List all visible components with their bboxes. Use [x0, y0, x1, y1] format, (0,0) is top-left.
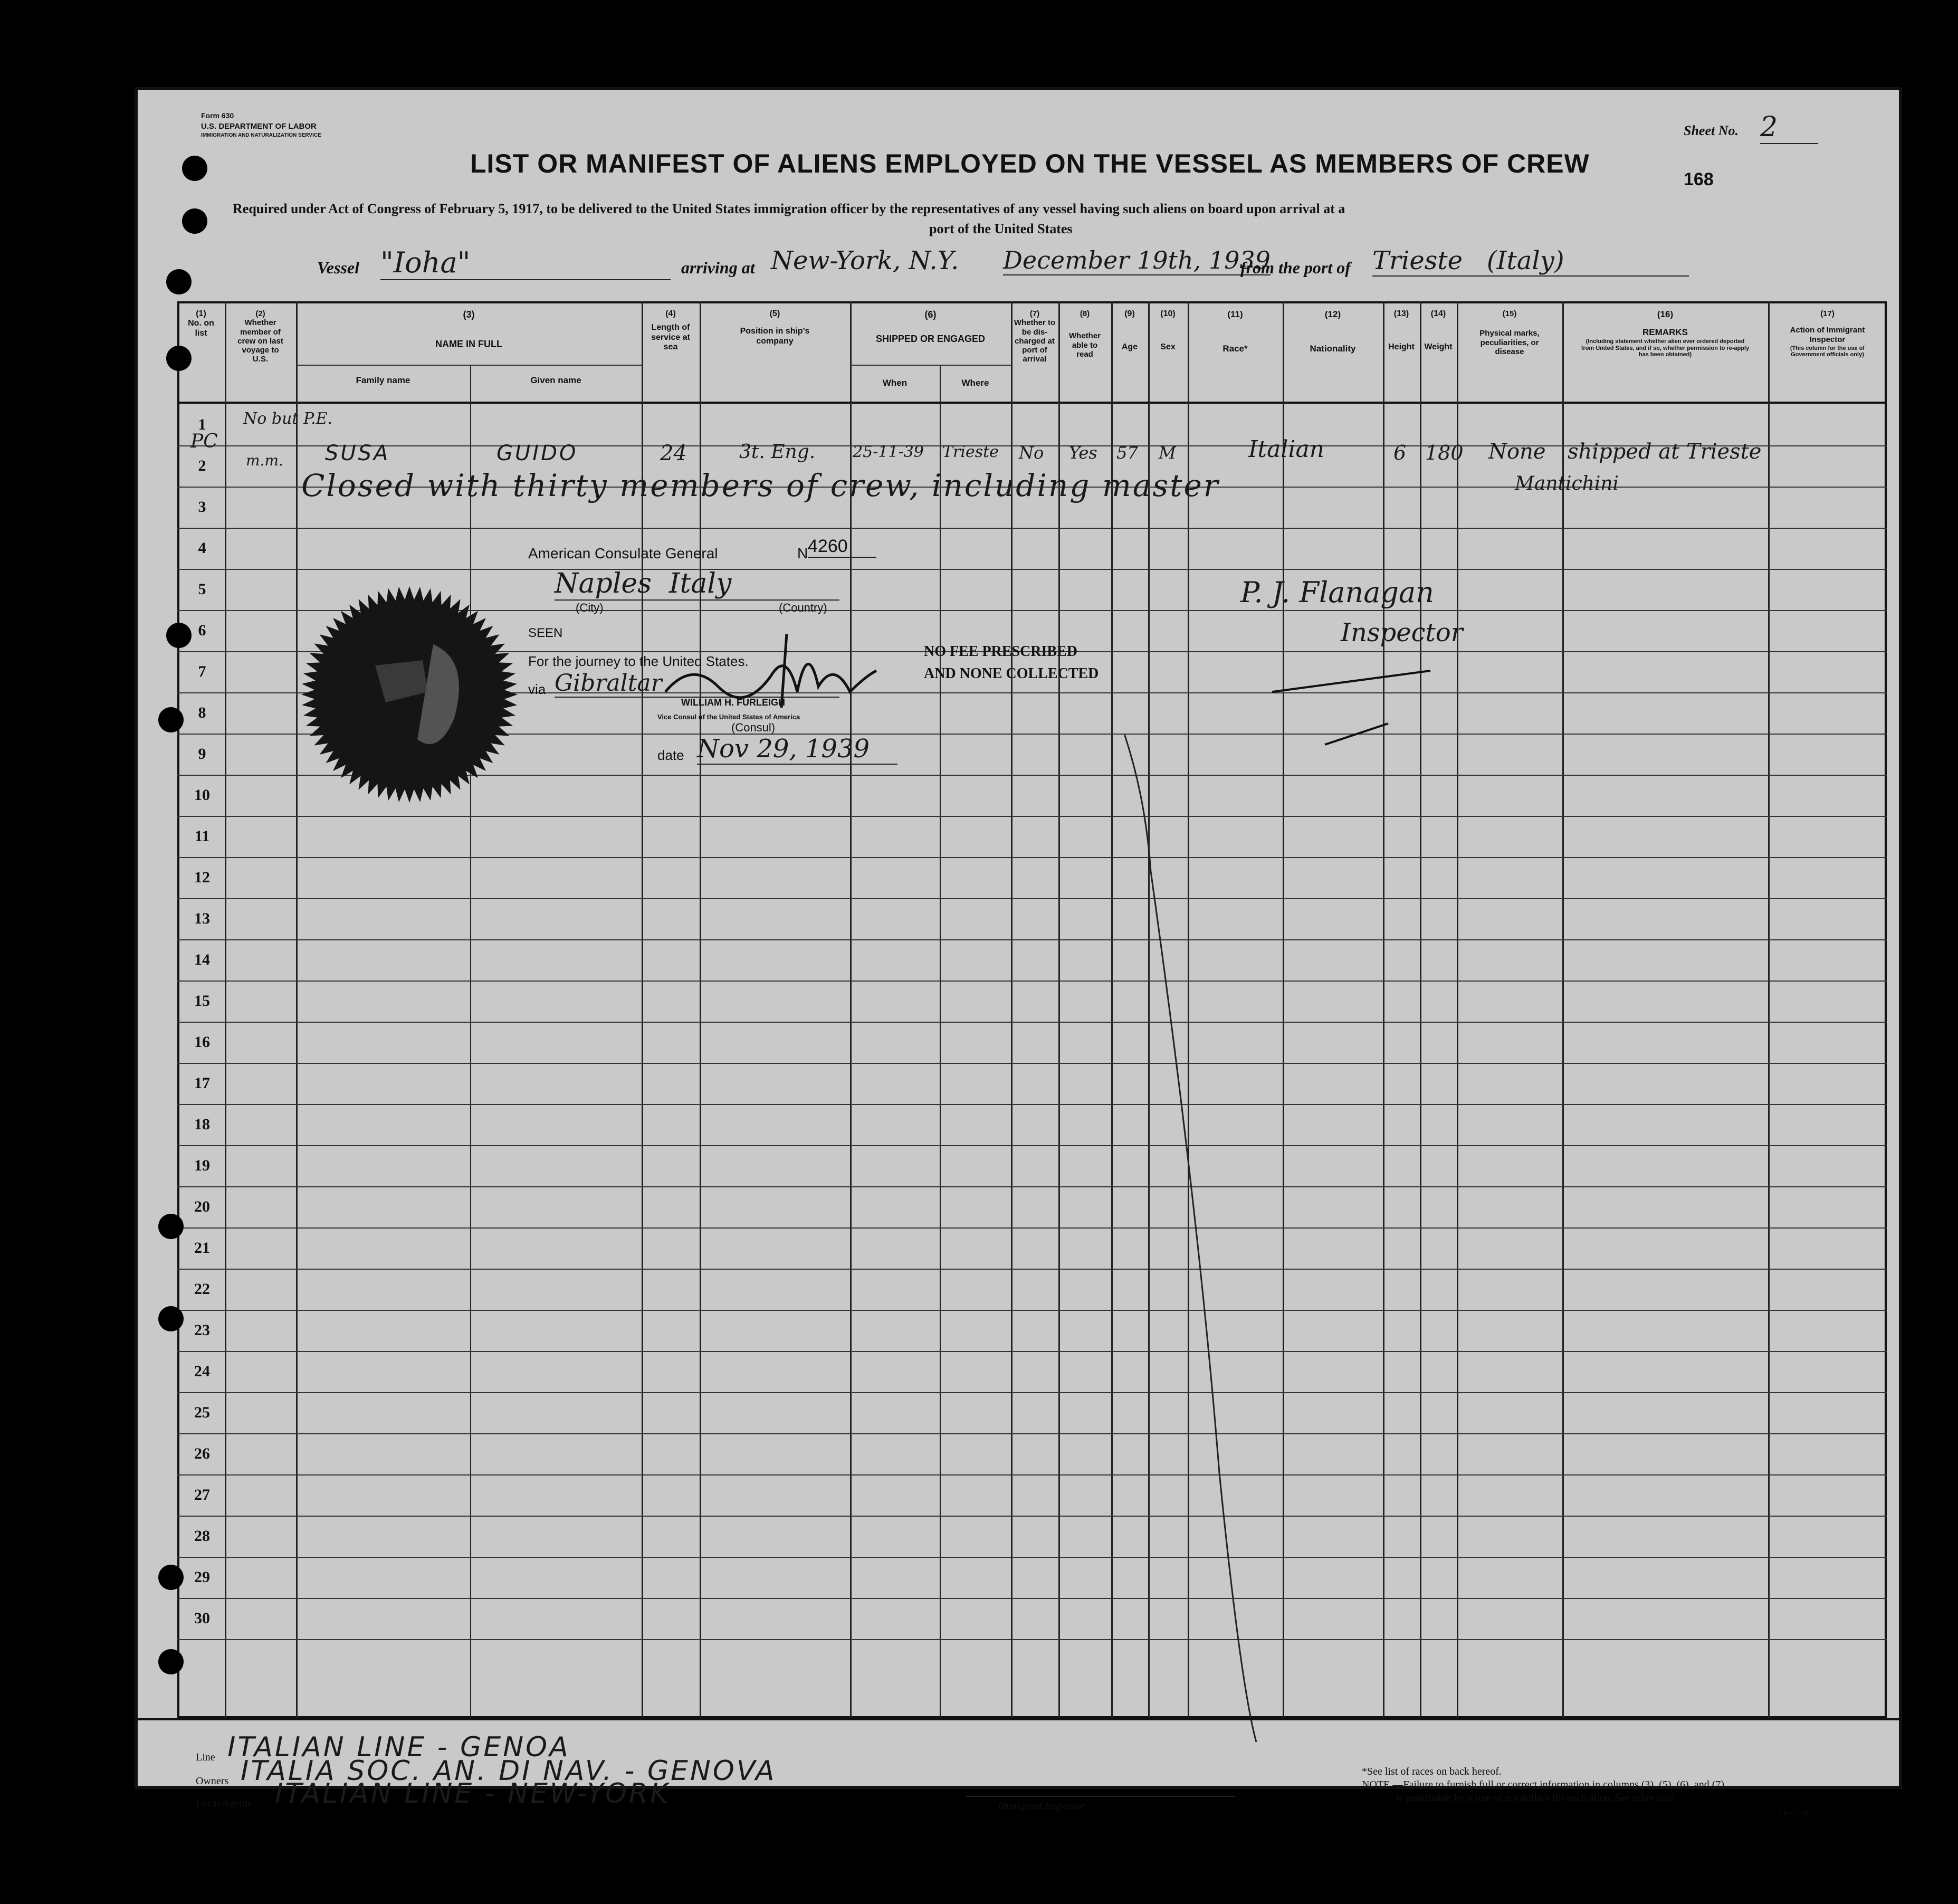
row-line: [177, 857, 1887, 858]
col-9-header: (9) Age: [1121, 309, 1138, 352]
punch-hole-icon: [158, 1565, 184, 1590]
consulate-n-label: N: [797, 545, 808, 561]
service-label: IMMIGRATION AND NATURALIZATION SERVICE: [201, 132, 321, 138]
row-line: [177, 1392, 1887, 1393]
punch-hole-icon: [166, 269, 192, 294]
entry-where: Trieste: [942, 443, 999, 461]
manifest-table: [177, 301, 1887, 1718]
footnote-note: NOTE.—Failure to furnish full or correct information in columns (3), (5), (6), and (7): [1362, 1779, 1725, 1791]
line-label: Line: [196, 1751, 215, 1763]
col-5-header: (5) Position in ship's company: [740, 309, 810, 346]
row-number: 28: [194, 1527, 210, 1545]
row-line: [177, 1351, 1887, 1352]
row-line: [177, 1269, 1887, 1270]
consul-title: Vice Consul of the United States of America: [657, 713, 800, 721]
row-line: [177, 1474, 1887, 1475]
entry-last-voyage: No but P.E.: [243, 410, 333, 428]
row-line: [177, 980, 1887, 982]
fee-line-1: NO FEE PRESCRIBED: [924, 643, 1077, 660]
entry-when: 25-11-39: [853, 443, 924, 461]
row-line: [177, 1104, 1887, 1105]
row-number: 20: [194, 1198, 210, 1215]
row-number: 16: [194, 1033, 210, 1051]
row-number: 9: [198, 745, 206, 763]
country-label: (Country): [779, 601, 827, 614]
row-number: 14: [194, 951, 210, 968]
fee-line-2: AND NONE COLLECTED: [924, 665, 1099, 682]
owners-label: Owners: [196, 1775, 229, 1787]
consulate-number: 4260: [808, 536, 876, 558]
agents-value: ITALIAN LINE - NEW-YORK: [275, 1778, 671, 1810]
col-6-header: (6) SHIPPED OR ENGAGED: [875, 309, 986, 344]
from-port-label: from the port of: [1240, 258, 1351, 277]
row-line: [177, 1557, 1887, 1558]
col-8-header: (8) Whether able to read: [1069, 309, 1101, 359]
form-number: Form 630: [201, 111, 234, 120]
entry-weight: 180: [1425, 441, 1464, 464]
punch-hole-icon: [182, 208, 207, 234]
entry-last-voyage-2: m.m.: [246, 452, 283, 469]
entry-remarks-signature: Mantichini: [1515, 473, 1619, 494]
print-code: 14—1240: [1779, 1810, 1808, 1817]
row-number: 18: [194, 1116, 210, 1133]
col-12-header: (12) Nationality: [1310, 309, 1356, 354]
entry-nationality: Italian: [1248, 436, 1325, 463]
punch-hole-icon: [158, 1214, 184, 1239]
row-number: 25: [194, 1404, 210, 1421]
entry-family-name: SUSA: [325, 441, 390, 465]
inspector-signature-title: Inspector: [1341, 618, 1463, 648]
pencil-line-icon: [1124, 734, 1262, 1747]
footnote-fine: is punishable by a fine of ten dollars for each alien. See other side.: [1396, 1792, 1677, 1804]
entry-discharged: No: [1019, 443, 1044, 463]
footnote-races: *See list of races on back hereof.: [1362, 1766, 1502, 1777]
via-value: Gibraltar: [555, 670, 839, 698]
row-line: [177, 939, 1887, 940]
entry-given-name: GUIDO: [496, 441, 578, 465]
owners-value: ITALIA SOC. AN. DI NAV. - GENOVA: [241, 1755, 777, 1787]
date-value: Nov 29, 1939: [697, 734, 897, 765]
signature-strokes-icon: [1272, 660, 1441, 792]
closing-note: Closed with thirty members of crew, including master: [301, 468, 1220, 503]
row-line: [177, 1227, 1887, 1229]
row-number: 24: [194, 1363, 210, 1380]
when-header: When: [882, 378, 908, 388]
punch-hole-icon: [158, 1649, 184, 1674]
col-17-header: (17) Action of Immigrant Inspector (This column for the use of Government officials only): [1790, 309, 1865, 358]
row-line: [177, 1598, 1887, 1599]
entry-remarks: shipped at Trieste: [1568, 440, 1762, 464]
row-number: 3: [198, 498, 206, 516]
row-number: 15: [194, 992, 210, 1010]
row-number: 19: [194, 1157, 210, 1174]
row-number: 5: [198, 580, 206, 598]
row-number: 11: [194, 827, 210, 845]
consulate-title: American Consulate General: [528, 545, 718, 561]
row-number: 22: [194, 1280, 210, 1298]
row-number: 8: [198, 704, 206, 721]
row-number: 2: [198, 457, 206, 474]
arrival-date: December 19th, 1939: [1003, 246, 1271, 274]
consul-label: (Consul): [731, 721, 776, 734]
row-number: 17: [194, 1074, 210, 1092]
col-7-header: (7) Whether to be dis-charged at port of arrival: [1014, 309, 1056, 364]
form-subtitle-1: Required under Act of Congress of February 5, 1917, to be delivered to the United States immigration officer by the representatives of any vessel having such aliens on board upon arrival at a: [233, 201, 1345, 216]
punch-hole-icon: [166, 346, 192, 371]
row-line: [177, 816, 1887, 817]
department-label: U.S. DEPARTMENT OF LABOR: [201, 122, 317, 131]
manifest-sheet: [135, 87, 1902, 1817]
col-3-header: (3) NAME IN FULL: [435, 309, 502, 349]
entry-physical-marks: None: [1488, 440, 1546, 464]
punch-hole-icon: [166, 623, 192, 648]
row-number: 23: [194, 1321, 210, 1339]
punch-hole-icon: [182, 156, 207, 181]
entry-read: Yes: [1069, 443, 1097, 463]
line-value: ITALIAN LINE - GENOA: [227, 1731, 570, 1763]
row-line: [177, 1639, 1887, 1640]
row-number: 12: [194, 869, 210, 886]
row-line: [177, 1310, 1887, 1311]
row-line: [177, 898, 1887, 899]
sheet-label: Sheet No.: [1684, 123, 1739, 138]
row-line: [177, 1022, 1887, 1023]
sheet-number: 2: [1760, 111, 1818, 144]
family-name-header: Family name: [356, 375, 410, 385]
form-title: LIST OR MANIFEST OF ALIENS EMPLOYED ON THE VESSEL AS MEMBERS OF CREW: [470, 149, 1590, 178]
col-11-header: (11) Race*: [1222, 309, 1248, 354]
vessel-name: "Ioha": [380, 246, 671, 280]
arriving-port: New-York, N.Y.: [771, 246, 959, 275]
stamp-number: 168: [1684, 169, 1714, 189]
row-number: 26: [194, 1445, 210, 1462]
entry-position: 3t. Eng.: [739, 441, 816, 463]
col-4-header: (4) Length of service at sea: [651, 309, 690, 352]
immigrant-inspector-label: Immigrant Inspector.: [998, 1800, 1086, 1812]
consul-signature-icon: [660, 629, 882, 718]
row-line: [177, 1145, 1887, 1146]
where-header: Where: [961, 378, 989, 388]
punch-hole-icon: [158, 707, 184, 732]
row-line: [177, 1063, 1887, 1064]
row-number: 10: [194, 786, 210, 804]
form-subtitle-2: port of the United States: [929, 221, 1073, 236]
col-16-header: (16) REMARKS (Including statement whether alien ever ordered deported from United States, and if so, whether permission to re-apply has been obtained): [1581, 309, 1750, 358]
journey-label: For the journey to the United States.: [528, 653, 749, 669]
entry-age: 57: [1116, 443, 1138, 463]
from-port: Trieste (Italy): [1372, 246, 1689, 277]
entry-sex: M: [1159, 443, 1176, 463]
consulate-city: Naples Italy: [555, 568, 839, 601]
via-label: via: [528, 681, 546, 697]
col-1-header: (1) No. on list: [188, 309, 214, 338]
col-14-header: (14) Weight: [1424, 309, 1453, 352]
row-line: [177, 569, 1887, 570]
row-line: [177, 1433, 1887, 1434]
row-number: 4: [198, 539, 206, 557]
row-number: 27: [194, 1486, 210, 1503]
col-15-header: (15) Physical marks, peculiarities, or disease: [1479, 309, 1540, 356]
row-number: 7: [198, 663, 206, 680]
agents-label: Local Agents: [196, 1797, 252, 1809]
inspector-signature-name: P. J. Flanagan: [1240, 576, 1434, 609]
row-number: 1: [198, 416, 206, 433]
seen-label: SEEN: [528, 626, 563, 640]
vessel-label: Vessel: [317, 258, 359, 277]
row-number: 29: [194, 1568, 210, 1586]
row-line: [177, 1516, 1887, 1517]
entry-mark: PC: [190, 431, 218, 452]
consul-name: WILLIAM H. FURLEIGH: [681, 697, 785, 708]
row-line: [177, 1186, 1887, 1187]
row-number: 30: [194, 1610, 210, 1627]
col-10-header: (10) Sex: [1160, 309, 1176, 352]
arriving-label: arriving at: [681, 258, 755, 277]
consular-seal-icon: [296, 581, 523, 808]
col-13-header: (13) Height: [1388, 309, 1415, 352]
date-label: date: [657, 747, 684, 763]
punch-hole-icon: [158, 1306, 184, 1331]
col-2-header: (2) Whether member of crew on last voyage to U.S.: [237, 309, 283, 364]
entry-height: 6: [1393, 441, 1407, 464]
row-number: 21: [194, 1239, 210, 1256]
row-number: 6: [198, 622, 206, 639]
header-divider: [177, 402, 1887, 404]
city-label: (City): [576, 601, 604, 614]
given-name-header: Given name: [530, 375, 581, 385]
row-number: 13: [194, 910, 210, 927]
row-line: [177, 528, 1887, 529]
entry-service: 24: [660, 441, 687, 465]
